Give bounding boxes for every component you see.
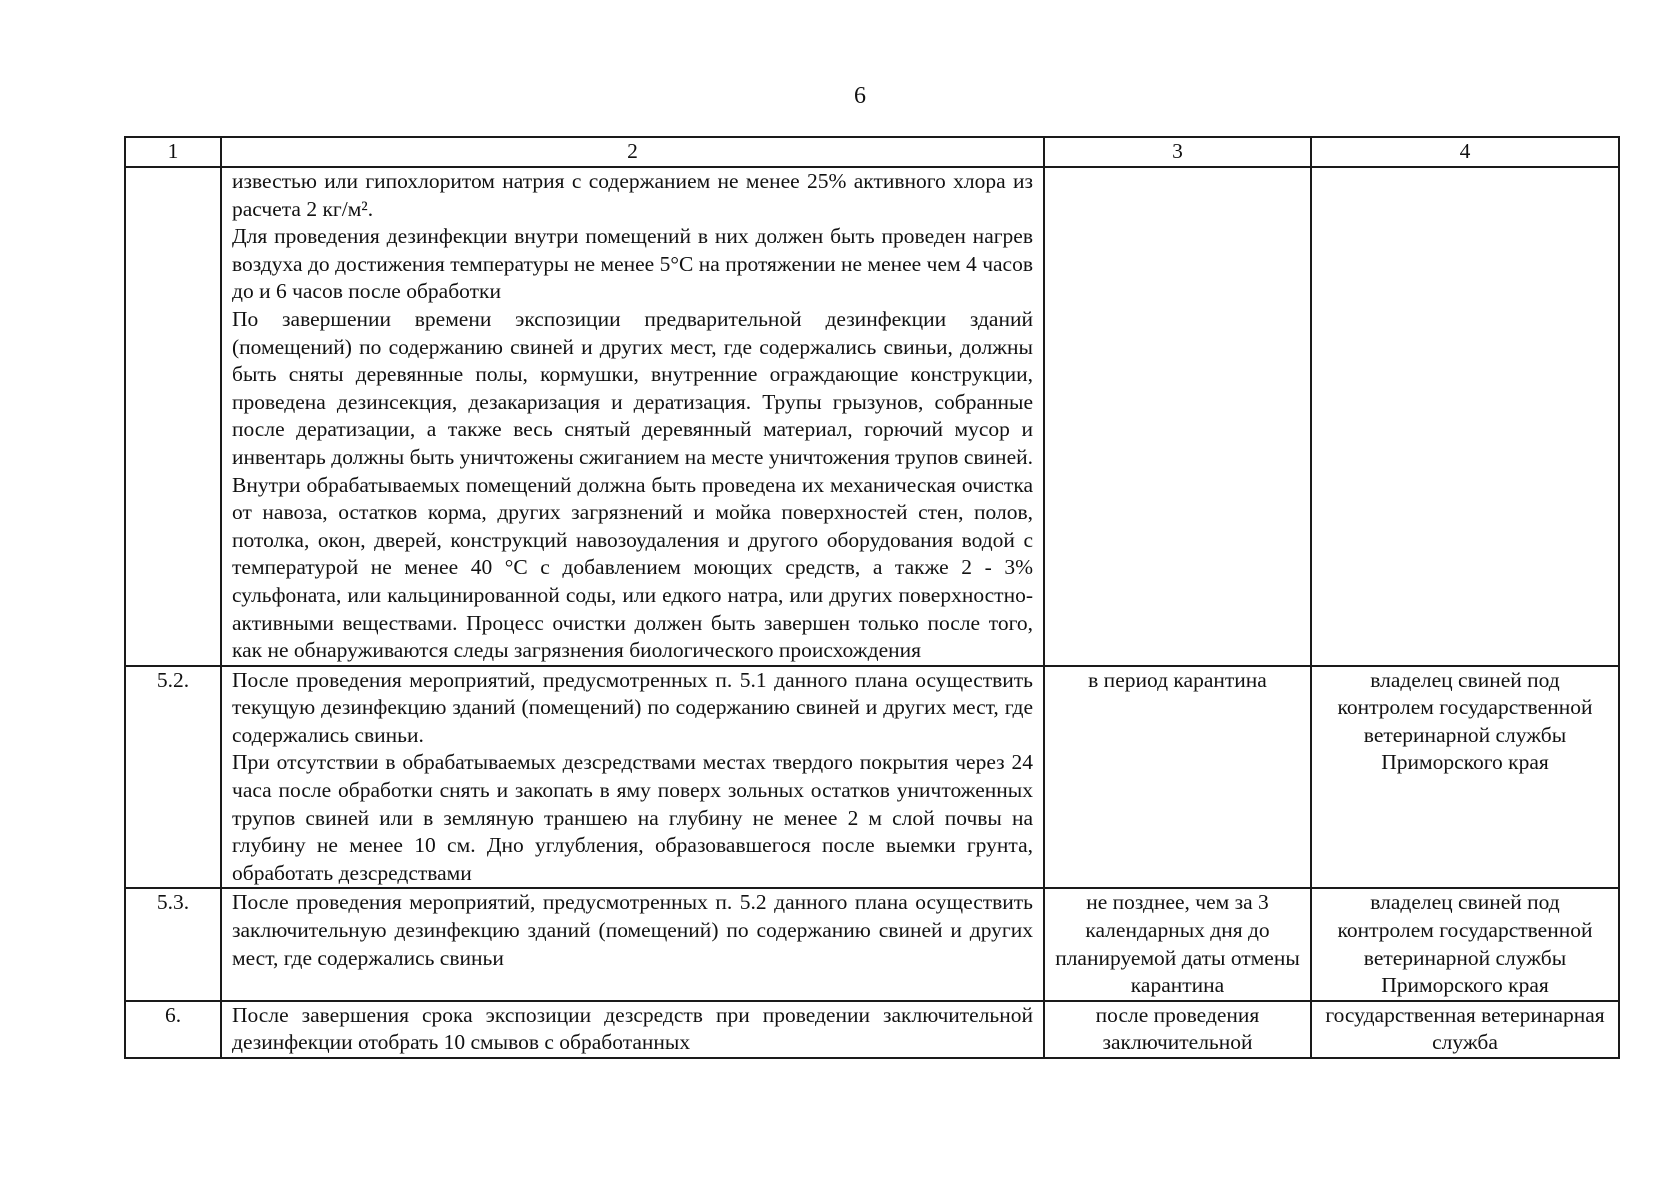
responsible-cell (1311, 167, 1619, 666)
responsible-cell: владелец свиней под контролем государственной ветеринарной службы Приморского края (1311, 666, 1619, 889)
row-number (125, 167, 221, 666)
plan-table (124, 136, 1620, 1059)
measure-description (221, 666, 1044, 889)
timing-cell: не позднее, чем за 3 календарных дня до планируемой даты отмены карантина (1044, 888, 1311, 1000)
measure-description (221, 167, 1044, 666)
table-row (125, 167, 1619, 666)
header-col-2: 2 (221, 137, 1044, 167)
measure-paragraph: После завершения срока экспозиции дезсредств при проведении заключительной дезинфекции отобрать 10 смывов с обработанных (232, 1002, 1033, 1055)
table-header-row (125, 137, 1619, 167)
responsible-cell: государственная ветеринарная служба (1311, 1001, 1619, 1058)
measure-description (221, 1001, 1044, 1058)
row-number: 5.2. (125, 666, 221, 889)
responsible-cell: владелец свиней под контролем государственной ветеринарной службы Приморского края (1311, 888, 1619, 1000)
measure-paragraph: По завершении времени экспозиции предварительной дезинфекции зданий (помещений) по содержанию свиней и других мест, где содержались свиньи, должны быть сняты деревянные полы, кормушки, внутренние ограждающие конструкции, проведена дезинсекция, дезакаризация и дератизация. Трупы грызунов, собранные после дератизации, а также весь снятый деревянный материал, горючий мусор и инвентарь должны быть уничтожены сжиганием на месте уничтожения трупов свиней. Внутри обрабатываемых помещений должна быть проведена их механическая очистка от навоза, остатков корма, других загрязнений и мойка поверхностей стен, полов, потолка, окон, дверей, конструкций навозоудаления и другого оборудования водой с температурой не менее 40 °С с добавлением моющих средств, а также 2 - 3% сульфоната, или кальцинированной соды, или едкого натра, или других поверхностно-активными веществами. Процесс очистки должен быть завершен только после того, как не обнаруживаются следы загрязнения биологического происхождения (232, 306, 1033, 663)
measure-paragraph: При отсутствии в обрабатываемых дезсредствами местах твердого покрытия через 24 часа после обработки снять и закопать в яму поверх зольных остатков уничтоженных трупов свиней или в земляную траншею на глубину не менее 2 м слой почвы на глубину не менее 10 см. Дно углубления, образовавшегося после выемки грунта, обработать дезсредствами (232, 750, 1033, 885)
table-row (125, 1001, 1619, 1058)
page-number: 6 (854, 83, 866, 109)
measure-paragraph: Для проведения дезинфекции внутри помещений в них должен быть проведен нагрев воздуха до достижения температуры не менее 5°С на протяжении не менее чем 4 часов до и 6 часов после обработки (232, 224, 1033, 304)
timing-cell (1044, 167, 1311, 666)
row-number: 6. (125, 1001, 221, 1058)
table-row (125, 888, 1619, 1000)
measure-paragraph: После проведения мероприятий, предусмотренных п. 5.1 данного плана осуществить текущую дезинфекцию зданий (помещений) по содержанию свиней и других мест, где содержались свиньи. (232, 667, 1033, 747)
measure-description (221, 888, 1044, 1000)
header-col-3: 3 (1044, 137, 1311, 167)
measure-paragraph: известью или гипохлоритом натрия с содержанием не менее 25% активного хлора из расчета 2 кг/м². (232, 169, 1033, 221)
header-col-4: 4 (1311, 137, 1619, 167)
timing-cell: после проведения заключительной (1044, 1001, 1311, 1058)
table-row (125, 666, 1619, 889)
row-number: 5.3. (125, 888, 221, 1000)
timing-cell: в период карантина (1044, 666, 1311, 889)
header-col-1: 1 (125, 137, 221, 167)
measure-paragraph: После проведения мероприятий, предусмотренных п. 5.2 данного плана осуществить заключительную дезинфекцию зданий (помещений) по содержанию свиней и других мест, где содержались свиньи (232, 890, 1033, 970)
